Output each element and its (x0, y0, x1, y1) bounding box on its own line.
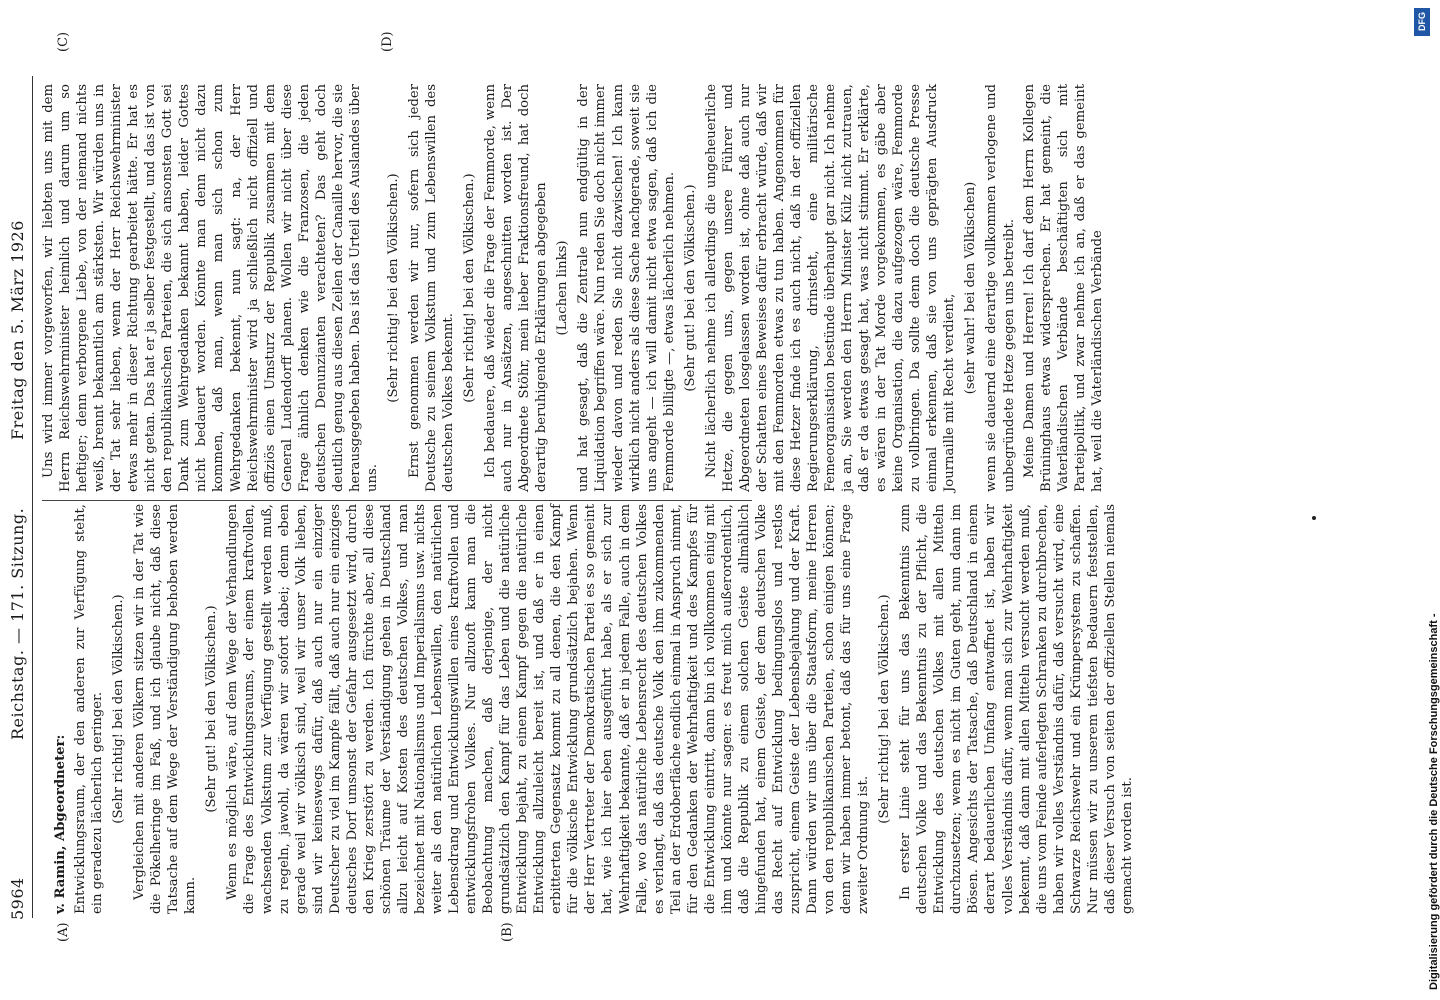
date-header: Freitag den 5. März 1926 (8, 220, 27, 440)
session-header: Reichstag. — 171. Sitzung. (8, 507, 27, 740)
paragraph: Ernst genommen werden wir nur, sofern sich jeder Deutsche zu seinem Volkstum und zum Lebenswillen des deutschen Volkes bekennt. (406, 84, 457, 492)
paragraph: wenn sie dauernd eine derartige vollkommen verlogene und unbegründete Hetze gegen uns betreibt. (984, 84, 1017, 492)
speaker-name: v. Ramin, Abgeordneter: (53, 734, 68, 914)
interjection: (Lachen links) (555, 240, 571, 336)
digitization-footer (1408, 0, 1440, 1000)
scan-speck (1312, 516, 1316, 520)
paragraph: Ich bedauere, daß wieder die Frage der Femmorde, wenn auch nur in Ansätzen, angeschnitten worden ist. Der Abgeordnete Stöhr, mein lieber Fraktionsfreund, hat doch derartig beruhigende Erklärungen abgegeben (483, 84, 550, 492)
paragraph: Entwicklungsraum, der den anderen zur Verfügung steht, ein geradezu lächerlich geringer. (73, 504, 106, 914)
paragraph: Wenn es möglich wäre, auf dem Wege der Verhandlungen die Frage des Entwicklungsraums, der einem kraftvollen, wachsenden Volkstum zur Verfügung gestellt werden muß, zu regeln, jawohl, da wären wir sofort dabei; denn eben gerade weil wir völkisch sind, weil wir unser Volk lieben, sind wir keineswegs dafür, daß auch nur ein einziger Deutscher zu viel im Kampfe fällt, daß auch nur ein einziges deutsches Dorf umsonst der Gefahr ausgesetzt wird, durch den Krieg zerstört zu werden. Ich fürchte aber, all diese schönen Träume der Verständigung gehen in Deutschland allzu leicht auf Kosten des deutschen Volkes, und man bezeichnet mit Nationalismus und Imperialismus usw. nichts weiter als den natürlichen Lebenswillen, den natürlichen Lebensdrang und Entwicklungswillen eines kraftvollen und entwicklungsfrohen Volkes. Nur allzuoft kann man die Beobachtung machen, daß derjenige, der nicht grundsätzlich den Kampf für das Leben und die natürliche Entwicklung bejaht, zu einem Kampf gegen die natürliche Entwicklung allzuleicht bereit ist, und daß er in einen erbitterten Gegensatz kommt zu all denen, die den Kampf für die völkische Entwicklung grundsätzlich bejahen. Wenn der Herr Vertreter der Demokratischen Partei es so gemeint hat, wie ich hier eben ausgeführt habe, als er sich zur Wehrhaftigkeit bekannte, daß er in jedem Falle, auch in dem Falle, wo das natürliche Lebensrecht des deutschen Volkes es verlangt, daß das deutsche Volk den ihm zukommenden Teil an der Erdoberfläche endlich einmal in Anspruch nimmt, für den Gedanken der Wehrhaftigkeit und des Kampfes für die Entwicklung eintritt, dann bin ich vollkommen einig mit ihm und könnte nur sagen: es freut mich außerordentlich, daß die Republik zu einem solchen Geiste allmählich hingefunden hat, einem Geiste, der dem deutschen Volke das Recht auf Entwicklung bedingungslos und restlos zuspricht, einem Geiste der Lebensbejahung und der Kraft. Dann würden wir uns über die Staatsform, meine Herren von den republikanischen Parteien, schon einigen können; denn wir haben immer betont, daß das für uns eine Frage zweiter Ordnung ist. (225, 504, 872, 914)
interjection: (Sehr gut! bei den Völkischen.) (682, 184, 698, 392)
paragraph: Meine Damen und Herren! Ich darf dem Herrn Kollegen Brüninghaus etwas widersprechen. Er hat gemeint, die Vaterländischen Verbände beschäftigten sich mit Parteipolitik, und zwar nehme ich an, daß er das gemeint hat, weil die Vaterländischen Verbände (1021, 84, 1105, 492)
interjection: (sehr wahr! bei den Völkischen) (963, 181, 979, 395)
margin-marker-c: (C) (56, 31, 71, 52)
interjection: (Sehr richtig! bei den Völkischen.) (385, 173, 401, 403)
page-number: 5964 (8, 877, 27, 920)
paragraph: Vergleichen mit anderen Völkern sitzen wir in der Tat wie die Pökelheringe im Faß, und ich glaube nicht, daß diese Tatsache auf dem Wege der Verständigung behoben werden kann. (132, 504, 199, 914)
interjection: (Sehr richtig! bei den Völkischen.) (462, 173, 478, 403)
interjection: (Sehr richtig! bei den Völkischen.) (111, 594, 127, 824)
column-divider (42, 500, 752, 501)
margin-marker-a: (A) (56, 922, 71, 942)
paragraph: Nicht lächerlich nehme ich allerdings die ungeheuerliche Hetze, die gegen uns, gegen unsere Führer und Abgeordneten losgelassen worden ist, ohne daß auch nur der Schatten eines Beweises dafür erbracht würde, daß wir mit den Femmorden etwas zu tun haben. Angenommen für diese Hetzer finde ich es auch nicht, daß in der offiziellen Regierungserklärung, drinsteht, eine militärische Femeorganisation bestünde überhaupt gar nicht. Ich nehme ja an, Sie werden den Herrn Minister Külz nicht zutrauen, daß er da etwas gesagt hat, was nicht stimmt. Er erklärte, es wären in der Tat Morde vorgekommen, es gäbe aber keine Organisation, die dazu aufgezogen wäre, Femmorde zu vollbringen. Da sollte denn doch die deutsche Presse einmal erkennen, daß sie von uns geprägten Ausdruck Journaille mit Recht verdient, (703, 84, 958, 492)
footer-credit-text: Digitalisierung gefördert durch die Deutsche Forschungsgemeinschaft - (1428, 613, 1440, 990)
speaker-line (52, 504, 69, 914)
paragraph: In erster Linie steht für uns das Bekenntnis zum deutschen Volke und das Bekenntnis zu der Pflicht, die Entwicklung des deutschen Volkes mit allen Mitteln durchzusetzen; wenn es nicht im Guten geht, nun dann im Bösen. Angesichts der Tatsache, daß Deutschland in einem derart bedauerlichen Umfang entwaffnet ist, haben wir volles Verständnis dafür, wenn man sich zur Wehrhaftigkeit bekennt, daß dann mit allen Mitteln versucht werden muß, die uns vom Feinde auferlegten Schranken zu durchbrechen, haben wir volles Verständnis dafür, daß versucht wird, eine Schwarze Reichswehr und ein Krümpersystem zu schaffen. Nur müssen wir zu unserem tiefsten Bedauern feststellen, daß dieser Versuch von seiten der offiziellen Stellen niemals gemacht worden ist. (898, 504, 1135, 914)
right-text-column (40, 84, 1109, 492)
left-text-column (52, 504, 1139, 914)
header-rule (32, 76, 33, 918)
margin-marker-d: (D) (380, 31, 395, 52)
paragraph: und hat gesagt, daß die Zentrale nun endgültig in der Liquidation begriffen wäre. Nun reden Sie doch nicht immer wieder davon und reden Sie nicht dazwischen! Ich kann wirklich nicht anders als diese Sache nachgerade, soweit sie uns angeht — ich will damit nicht etwa sagen, daß ich die Femmorde billigte —, etwas lächerlich nehmen. (576, 84, 677, 492)
paragraph: Uns wird immer vorgeworfen, wir liebten uns mit dem Herrn Reichswehrminister heimlich und darum um so heftiger; denn verborgene Liebe, von der niemand nichts weiß, brennt bekanntlich am stärksten. Wir würden uns in der Tat sehr lieben, wenn der Herr Reichswehrminister etwas mehr in dieser Richtung gearbeitet hätte. Er hat es nicht getan. Das hat er ja selber festgestellt, und das ist von den republikanischen Parteien, die sich ansonsten Gott sei Dank zum Wehrgedanken bekannt haben, leider Gottes nicht bedauert worden. Könnte man denn nicht dazu kommen, daß man, wenn man sich schon zum Wehrgedanken bekennt, nun sagt: na, der Herr Reichswehrminister wird ja schließlich nicht offiziell und offiziös einen Umsturz der Republik zusammen mit dem General Ludendorff planen. Wollen wir nicht über diese Frage ähnlich denken wie die Franzosen, die jeden deutschen Denunzianten verachteten? Das geht doch deutlich genug aus diesen Zeilen der Canaille hervor, die sie herausgegeben haben. Das ist das Urteil des Auslandes über uns. (41, 84, 380, 492)
interjection: (Sehr richtig! bei den Völkischen.) (877, 594, 893, 824)
margin-marker-b: (B) (500, 922, 515, 942)
interjection: (Sehr gut! bei den Völkischen.) (204, 605, 220, 813)
dfg-logo: DFG (1414, 8, 1430, 36)
